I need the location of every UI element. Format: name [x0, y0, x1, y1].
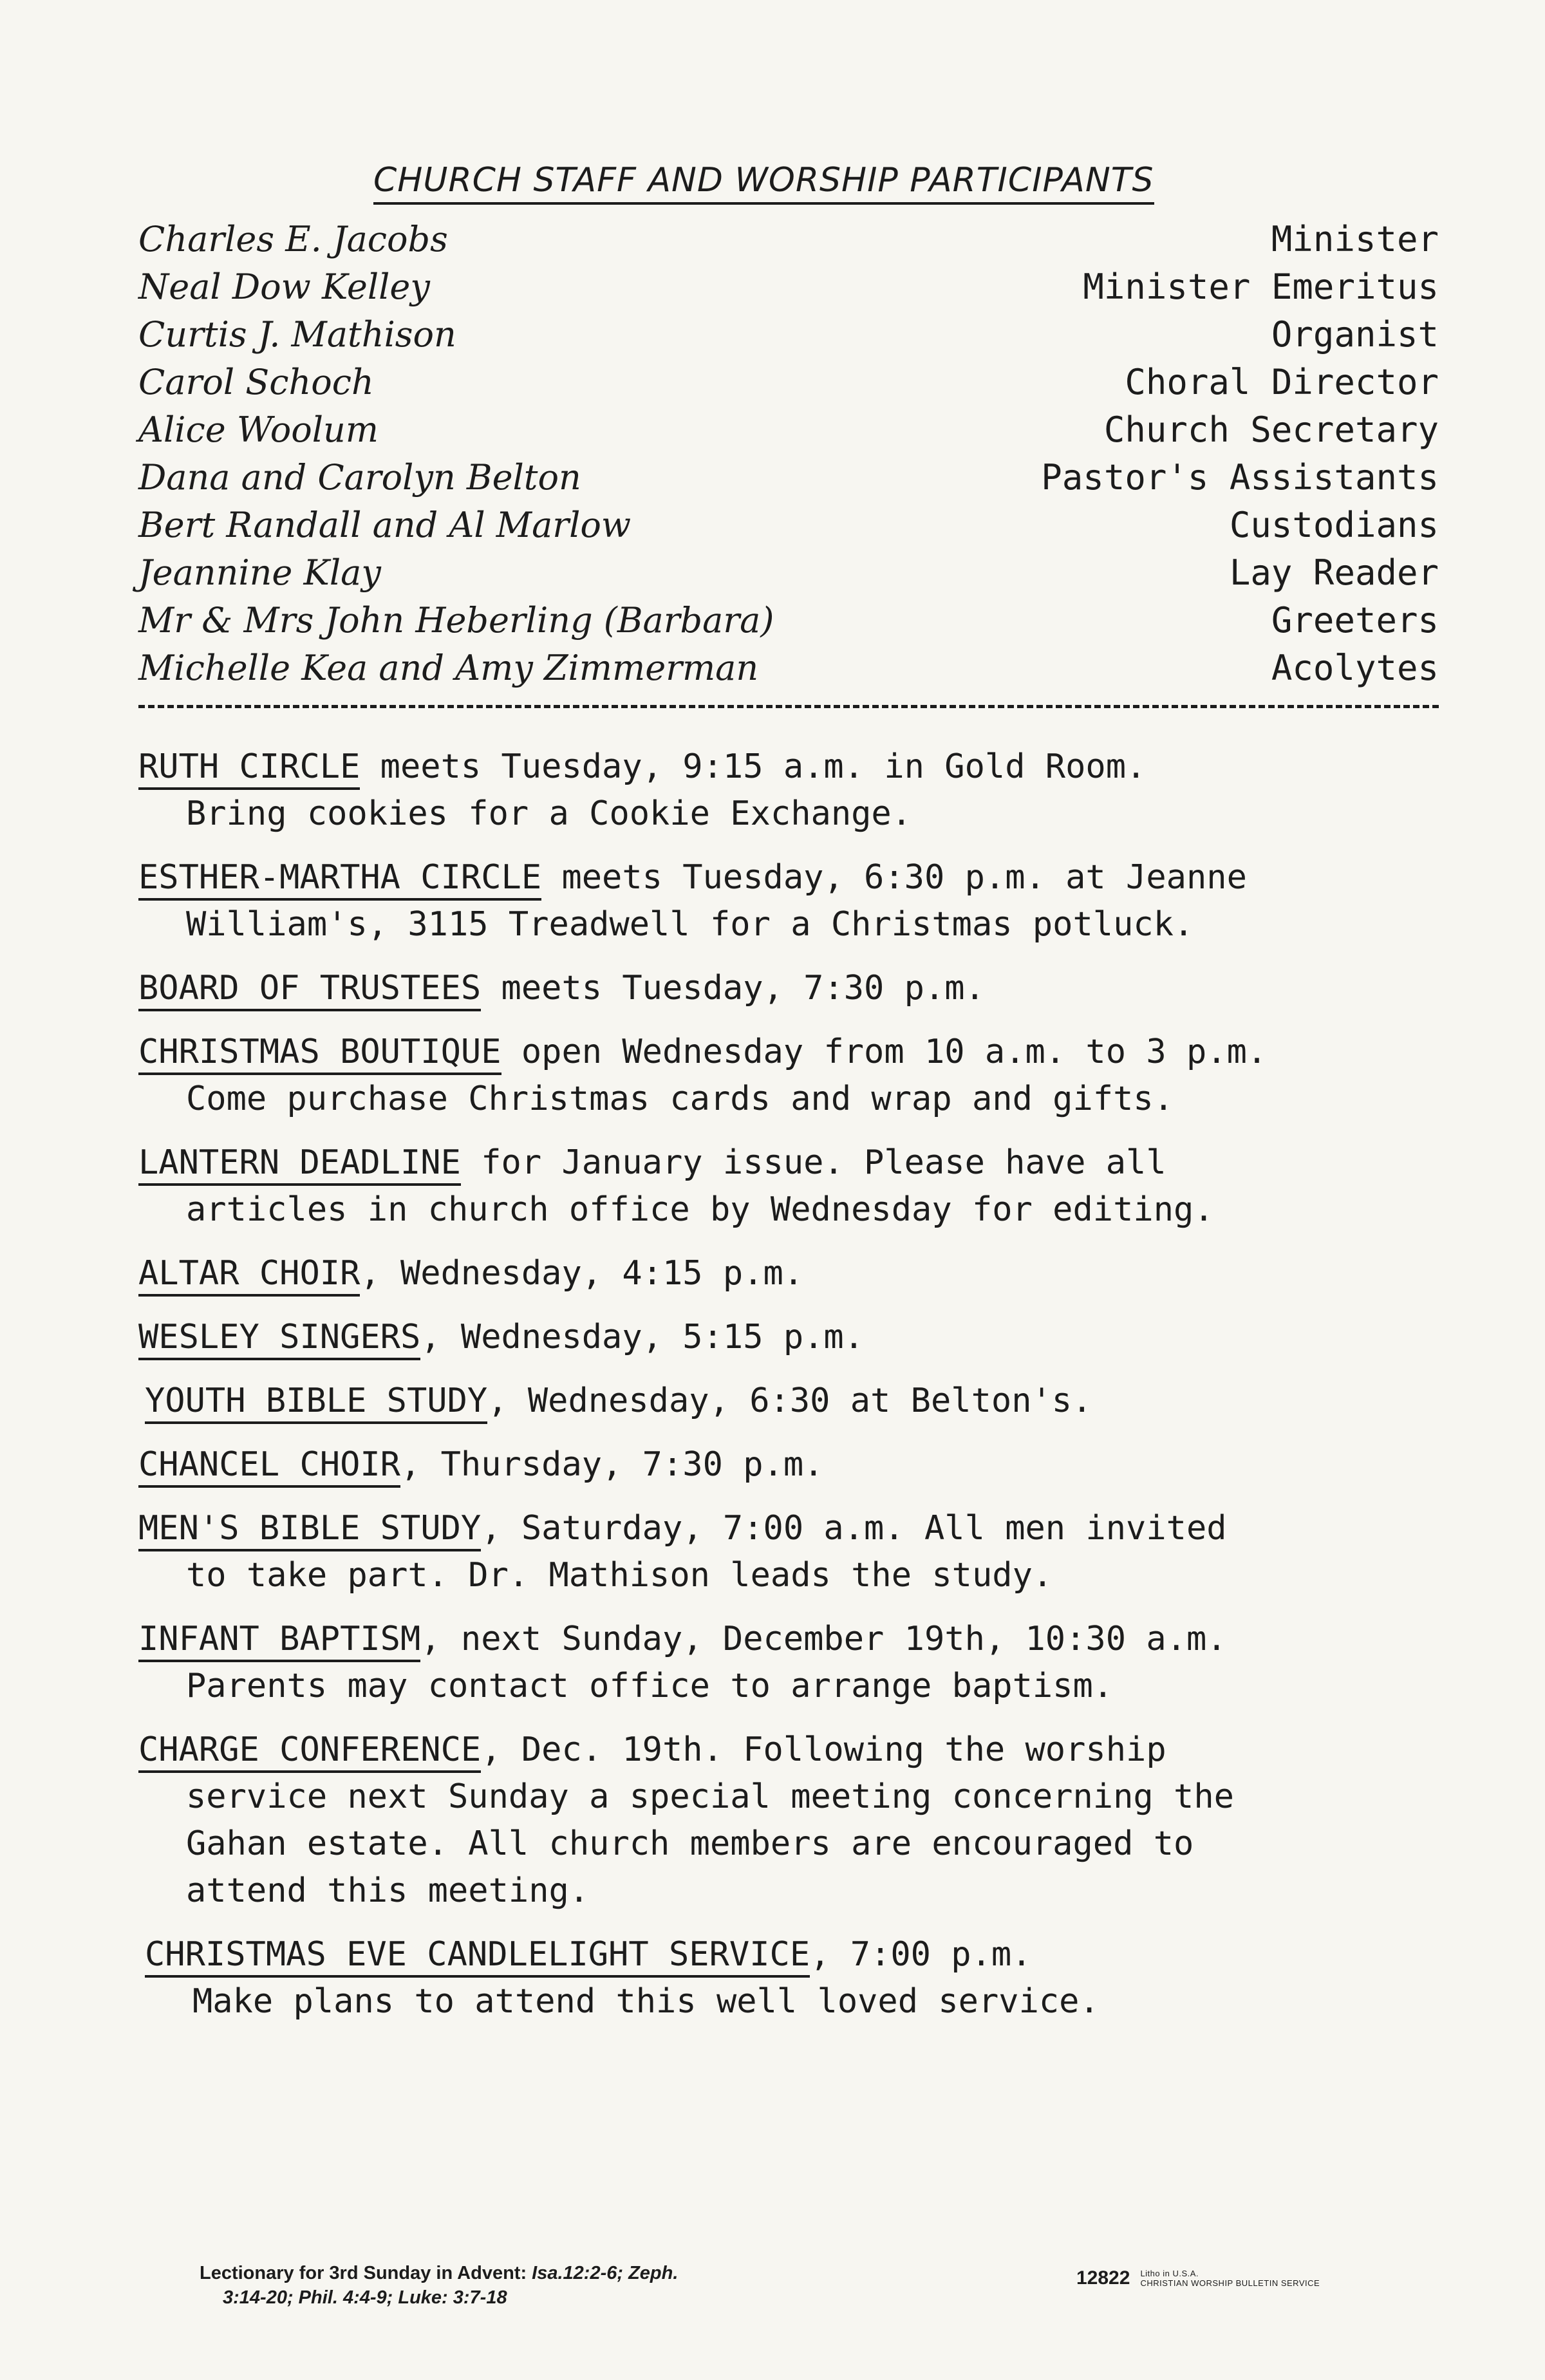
announcement: [138, 1727, 1465, 1915]
staff-row: [138, 648, 1439, 695]
staff-row: [138, 267, 1439, 314]
announcement-heading: CHANCEL CHOIR: [138, 1445, 400, 1488]
announcement-text: , Dec. 19th. Following the worship: [481, 1730, 1166, 1769]
announcement-text: , 7:00 p.m.: [810, 1935, 1032, 1974]
staff-name: Dana and Carolyn Belton: [138, 457, 581, 498]
announcement-text: open Wednesday from 10 a.m. to 3 p.m.: [501, 1033, 1268, 1071]
announcement-text: , Wednesday, 5:15 p.m.: [420, 1318, 865, 1356]
announcement: [138, 1139, 1465, 1233]
bulletin-number: 12822: [1076, 2267, 1130, 2289]
staff-role: Lay Reader: [1229, 552, 1439, 593]
staff-row: [138, 314, 1439, 362]
staff-row: [138, 457, 1439, 505]
announcement-heading: MEN'S BIBLE STUDY: [138, 1509, 481, 1551]
announcement: [138, 1931, 1465, 2025]
announcement-first-line: [145, 1378, 1465, 1425]
staff-divider: [138, 705, 1439, 708]
announcement-first-line: [138, 854, 1465, 901]
announcement: [138, 1616, 1465, 1710]
staff-name: Carol Schoch: [138, 362, 374, 402]
staff-row: [138, 552, 1439, 600]
staff-role: Church Secretary: [1103, 409, 1439, 450]
announcement-first-line: [138, 1727, 1465, 1774]
announcement-text: for January issue. Please have all: [460, 1143, 1166, 1182]
announcement-heading: ALTAR CHOIR: [138, 1254, 360, 1297]
announcement-first-line: [138, 1505, 1465, 1552]
announcement-continuation: service next Sunday a special meeting concerning the: [186, 1777, 1234, 1816]
announcement-first-line: [138, 1250, 1465, 1297]
announcement-text: , Thursday, 7:30 p.m.: [400, 1445, 824, 1484]
announcement-first-line: [145, 1931, 1465, 1978]
announcement-continuation: Make plans to attend this well loved service.: [192, 1982, 1100, 2021]
litho-note: Litho in U.S.A.: [1140, 2269, 1199, 2278]
announcement: [138, 854, 1465, 948]
announcement: [138, 1441, 1465, 1488]
staff-name: Jeannine Klay: [138, 552, 381, 593]
announcement-first-line: [138, 1616, 1465, 1663]
announcement-text: , Saturday, 7:00 a.m. All men invited: [481, 1509, 1227, 1548]
lectionary-refs-2: 3:14-20; Phil. 4:4-9; Luke: 3:7-18: [223, 2287, 507, 2308]
announcement-first-line: [138, 1314, 1465, 1361]
announcements-list: [138, 744, 1465, 2042]
announcement-text: , next Sunday, December 19th, 10:30 a.m.: [420, 1620, 1227, 1658]
announcement: [138, 1029, 1465, 1123]
page-title: CHURCH STAFF AND WORSHIP PARTICIPANTS: [373, 161, 1154, 205]
publisher-name: CHRISTIAN WORSHIP BULLETIN SERVICE: [1140, 2278, 1320, 2288]
announcement-heading: CHRISTMAS EVE CANDLELIGHT SERVICE: [145, 1935, 810, 1978]
announcement: [138, 1314, 1465, 1361]
staff-role: Greeters: [1271, 600, 1439, 641]
announcement-heading: RUTH CIRCLE: [138, 747, 360, 790]
announcement-continuation: Come purchase Christmas cards and wrap and gifts.: [186, 1080, 1174, 1118]
staff-row: [138, 362, 1439, 409]
announcement-continuation: articles in church office by Wednesday for editing.: [186, 1190, 1214, 1229]
lectionary-label: Lectionary for 3rd Sunday in Advent:: [200, 2263, 532, 2283]
announcement-text: , Wednesday, 6:30 at Belton's.: [487, 1382, 1092, 1420]
announcement-continuation: attend this meeting.: [186, 1871, 590, 1910]
staff-role: Minister: [1271, 219, 1439, 259]
announcement-heading: INFANT BAPTISM: [138, 1620, 420, 1662]
staff-row: [138, 219, 1439, 267]
staff-name: Alice Woolum: [138, 409, 379, 450]
staff-name: Michelle Kea and Amy Zimmerman: [138, 648, 759, 688]
announcement-continuation: to take part. Dr. Mathison leads the study.: [186, 1556, 1053, 1595]
announcement: [138, 965, 1465, 1012]
announcement-first-line: [138, 1029, 1465, 1076]
lectionary-note: [200, 2261, 678, 2310]
announcement-text: meets Tuesday, 6:30 p.m. at Jeanne: [541, 858, 1247, 897]
staff-row: [138, 409, 1439, 457]
staff-role: Pastor's Assistants: [1041, 457, 1439, 498]
announcement-text: meets Tuesday, 9:15 a.m. in Gold Room.: [360, 747, 1147, 786]
staff-name: Charles E. Jacobs: [138, 219, 448, 259]
announcement: [138, 744, 1465, 838]
announcement: [138, 1250, 1465, 1297]
announcement-heading: YOUTH BIBLE STUDY: [145, 1382, 487, 1424]
announcement-continuation: William's, 3115 Treadwell for a Christmas potluck.: [186, 905, 1194, 944]
announcement-continuation: Bring cookies for a Cookie Exchange.: [186, 794, 912, 833]
staff-list: [138, 219, 1439, 695]
announcement-heading: LANTERN DEADLINE: [138, 1143, 461, 1186]
staff-role: Custodians: [1229, 505, 1439, 545]
staff-role: Organist: [1271, 314, 1439, 355]
staff-name: Neal Dow Kelley: [138, 267, 430, 307]
announcement-text: , Wednesday, 4:15 p.m.: [360, 1254, 804, 1293]
announcement-first-line: [138, 744, 1465, 791]
announcement-heading: CHRISTMAS BOUTIQUE: [138, 1033, 501, 1075]
announcement-text: meets Tuesday, 7:30 p.m.: [481, 969, 985, 1007]
announcement-first-line: [138, 1139, 1465, 1186]
staff-name: Curtis J. Mathison: [138, 314, 456, 355]
staff-role: Acolytes: [1271, 648, 1439, 688]
announcement-heading: WESLEY SINGERS: [138, 1318, 420, 1360]
staff-name: Mr & Mrs John Heberling (Barbara): [138, 600, 774, 641]
announcement-continuation: Parents may contact office to arrange baptism.: [186, 1667, 1114, 1705]
staff-row: [138, 505, 1439, 552]
announcement: [138, 1505, 1465, 1599]
staff-role: Minister Emeritus: [1083, 267, 1439, 307]
announcement-continuation: Gahan estate. All church members are encouraged to: [186, 1824, 1194, 1863]
announcement-first-line: [138, 965, 1465, 1012]
staff-role: Choral Director: [1125, 362, 1439, 402]
announcement-heading: BOARD OF TRUSTEES: [138, 969, 481, 1011]
announcement-heading: ESTHER-MARTHA CIRCLE: [138, 858, 541, 901]
staff-row: [138, 600, 1439, 648]
announcement-heading: CHARGE CONFERENCE: [138, 1730, 481, 1773]
publisher-mark: [1076, 2267, 1320, 2289]
staff-name: Bert Randall and Al Marlow: [138, 505, 632, 545]
announcement: [138, 1378, 1465, 1425]
lectionary-refs-1: Isa.12:2-6; Zeph.: [532, 2263, 679, 2283]
announcement-first-line: [138, 1441, 1465, 1488]
